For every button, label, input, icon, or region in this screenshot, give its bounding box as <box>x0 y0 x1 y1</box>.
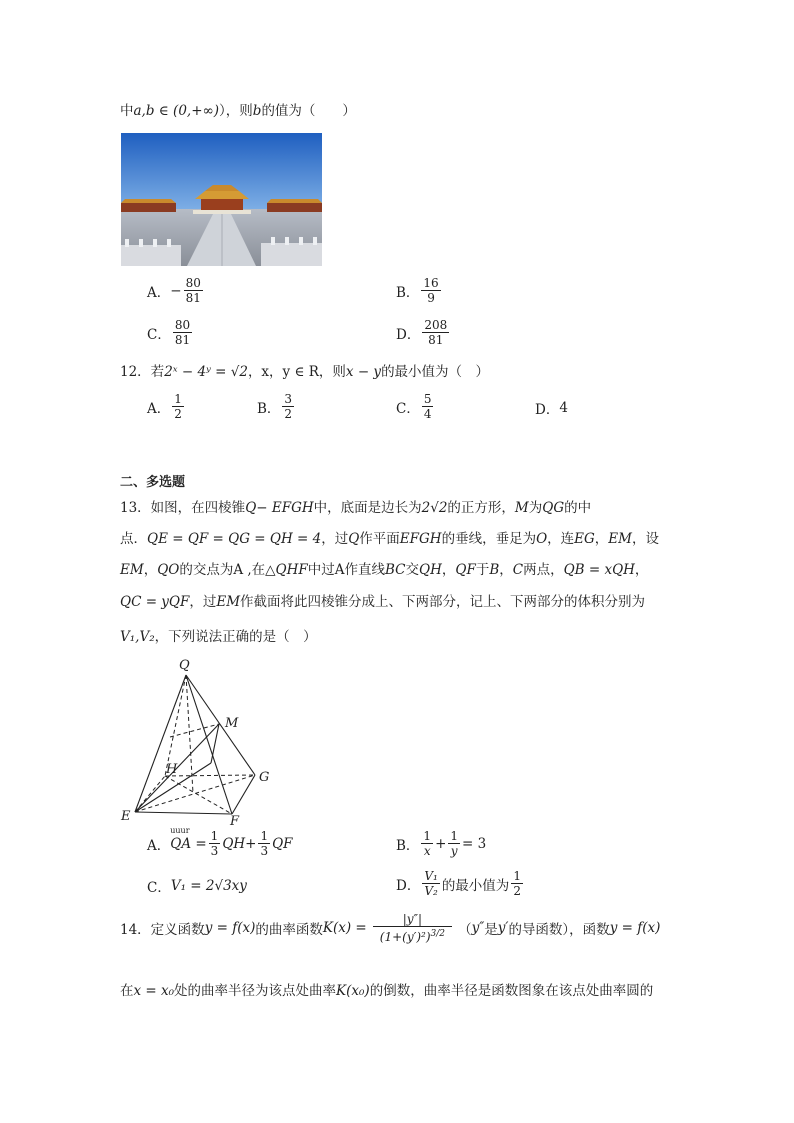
q13-option-a-f2d: 3 <box>260 844 269 858</box>
q13-l3e: △QHF <box>265 562 308 578</box>
q13-l3l: 于 <box>475 562 490 578</box>
q12-option-d-label: D． <box>535 402 560 418</box>
q13-option-b-f1d: x <box>423 844 431 858</box>
q13-l4d: 作截面将此四棱锥分成上、下两部分，记上、下两部分的体积分别为 <box>240 594 646 610</box>
q13-l3g: BC <box>385 562 406 578</box>
q14-line-2 <box>120 981 653 1001</box>
q13-option-b-label: B． <box>396 837 420 854</box>
q13-l1g: 为 <box>528 500 543 516</box>
q11-option-a[interactable] <box>147 276 205 305</box>
q13-l3b: ， <box>143 562 158 578</box>
label-H: H <box>166 762 178 777</box>
edge-EH <box>135 776 165 812</box>
q12-option-d-value: 4 <box>559 400 568 416</box>
q13-l4b: ，过 <box>189 594 217 610</box>
pyramid-diagram <box>115 655 285 825</box>
q12-equation: 2ˣ − 4ʸ = √2 <box>164 364 248 380</box>
q13-option-b-plus: + <box>435 835 447 852</box>
q13-option-a-frac2 <box>258 829 270 858</box>
q13-l2l: EM <box>608 531 632 547</box>
q13-l5b: ，下列说法正确的是（ ） <box>154 629 317 645</box>
q13-option-d[interactable] <box>396 869 525 898</box>
q12-option-b[interactable] <box>257 392 296 421</box>
q11-option-a-den: 81 <box>185 291 201 305</box>
q11-option-c-fraction <box>173 318 192 347</box>
q13-l3o: C <box>512 562 524 578</box>
q13-l2m: ，设 <box>631 531 659 547</box>
q13-l3c: QO <box>157 562 180 578</box>
q13-l2j: EG <box>574 531 595 547</box>
q13-l3q: QB = xQH <box>563 562 635 578</box>
edge-QF <box>186 675 232 814</box>
q12-option-b-fraction <box>282 392 294 421</box>
q13-option-c-label: C． <box>147 880 171 896</box>
q14-curv-den-base: (1+(y′)²) <box>379 930 431 944</box>
q12-option-c-num: 5 <box>423 392 432 406</box>
q11-option-b-den: 9 <box>427 291 435 305</box>
q13-l4c: EM <box>216 594 241 610</box>
q13-l1i: 的中 <box>564 500 592 516</box>
q12-option-a-num: 1 <box>174 392 182 406</box>
q12-option-a-fraction <box>172 392 184 421</box>
q11-option-c-num: 80 <box>174 318 191 332</box>
q11-option-b-label: B． <box>396 284 420 301</box>
q13-l3k: QF <box>455 562 476 578</box>
q13-option-b-frac2 <box>448 829 460 858</box>
q13-l1e: 的正方形， <box>447 500 515 516</box>
q12-option-d[interactable] <box>535 398 568 418</box>
q13-l2k: ， <box>594 531 609 547</box>
q13-l3i: QH <box>419 562 442 578</box>
q14-curvature-fraction <box>373 912 452 944</box>
q13-option-a-f2n: 1 <box>260 829 269 843</box>
q13-option-a-lhs: QA = <box>170 835 207 852</box>
q13-option-d-label: D． <box>396 877 421 894</box>
q13-l2e: 作平面 <box>359 531 400 547</box>
q13-option-a-f1d: 3 <box>210 844 219 858</box>
q12-option-c-den: 4 <box>423 407 432 421</box>
q11-option-b-fraction <box>421 276 440 305</box>
q12-expr: x − y <box>345 364 382 380</box>
q14-l1g: 是 <box>484 922 498 938</box>
q13-l1a: 13．如图，在四棱锥 <box>120 500 246 516</box>
label-Q: Q <box>179 658 190 673</box>
q14-line-1 <box>120 912 660 944</box>
q13-line-3 <box>120 560 648 580</box>
q13-option-c[interactable] <box>147 876 247 896</box>
pyramid-figure <box>115 655 285 825</box>
q14-l2d: K(x₀) <box>336 983 370 999</box>
q11-option-a-sign: − <box>170 282 182 299</box>
q13-line-5 <box>120 627 317 647</box>
q14-l1a: 14．定义函数 <box>120 922 205 938</box>
q13-l3j: ， <box>441 562 456 578</box>
q14-l1i: 的导函数），函数 <box>508 922 610 938</box>
edge-QG <box>186 675 255 775</box>
q13-l3h: 交 <box>405 562 420 578</box>
q13-option-b-f2n: 1 <box>450 829 459 843</box>
line-BM <box>170 724 219 737</box>
q12-option-c-fraction <box>422 392 434 421</box>
q13-option-a-f1n: 1 <box>210 829 219 843</box>
q11-option-a-label: A． <box>147 284 171 301</box>
q13-l2i: ，连 <box>547 531 575 547</box>
q13-l3r: ， <box>634 562 649 578</box>
q13-l1h: QG <box>542 500 565 516</box>
q11-option-d-den: 81 <box>428 333 444 347</box>
q13-l2f: EFGH <box>399 531 442 547</box>
q14-l2b: x = x₀ <box>133 983 175 999</box>
q13-option-d-ratio <box>422 869 439 898</box>
q13-l3a: EM <box>120 562 144 578</box>
q12-number: 12．若 <box>120 364 165 380</box>
q14-l2c: 处的曲率半径为该点处曲率 <box>174 983 337 999</box>
q13-option-a-label: A． <box>147 837 171 854</box>
q13-l1f: M <box>514 500 529 516</box>
q11-stem-var: b <box>252 103 262 119</box>
edge-EF <box>135 812 232 814</box>
q14-l1j: y = f(x) <box>609 920 661 936</box>
q14-l1b: y = f(x) <box>204 920 256 936</box>
q13-option-c-expr: V₁ = 2√3xy <box>170 878 247 894</box>
q13-option-b-f1n: 1 <box>423 829 432 843</box>
q13-l3m: B <box>489 562 500 578</box>
q11-option-a-num: 80 <box>185 276 201 290</box>
q11-option-d-fraction <box>422 318 449 347</box>
q13-option-b-frac1 <box>421 829 433 858</box>
q13-l2b: QE = QF = QG = QH = 4 <box>147 531 322 547</box>
q14-curv-den-exp: 3/2 <box>430 929 445 939</box>
q13-option-a-expr <box>170 825 207 852</box>
edge-QE <box>135 675 186 812</box>
q13-option-b-f2d: y <box>450 844 458 858</box>
q14-l1d: K(x) = <box>322 920 367 936</box>
q13-line-4 <box>120 592 645 612</box>
q13-option-d-text: 的最小值为 <box>441 877 510 894</box>
q13-option-d-num: V₁ <box>424 869 438 883</box>
vector-arrow-mark: uuur <box>170 825 190 835</box>
q14-l2a: 在 <box>120 983 134 999</box>
q11-option-c[interactable] <box>147 318 194 347</box>
q11-stem <box>120 101 356 121</box>
q13-option-a-v1: QH <box>222 835 246 852</box>
q11-stem-prefix: 中 <box>120 103 134 119</box>
q13-l2c: ，过 <box>321 531 349 547</box>
q13-option-d-vn: 1 <box>513 869 521 883</box>
q14-l2e: 的倒数，曲率半径是函数图象在该点处曲率圆的 <box>369 983 654 999</box>
q12-stem <box>120 362 489 382</box>
q14-l1e: （ <box>458 922 472 938</box>
q11-option-d-label: D． <box>396 326 421 343</box>
q13-option-d-den: V₂ <box>424 884 438 898</box>
edge-HG <box>165 775 255 776</box>
q12-option-b-label: B． <box>257 400 281 417</box>
q11-stem-math: a,b ∈ (0,+∞) <box>133 103 220 119</box>
q12-option-c-label: C． <box>396 400 420 417</box>
q14-curv-num: |y″| <box>373 912 452 927</box>
q11-stem-end: 的值为（ ） <box>261 103 356 119</box>
q13-l1d: 2√2 <box>421 500 448 516</box>
diag-HF <box>165 776 232 814</box>
q13-l3n: ， <box>499 562 513 578</box>
line-CM <box>211 724 219 763</box>
q13-option-d-value <box>511 869 523 898</box>
q13-l5a: V₁,V₂ <box>120 629 155 645</box>
q13-l2h: O <box>536 531 548 547</box>
q13-option-a-v2: QF <box>272 835 293 852</box>
q13-l3p: 两点， <box>523 562 564 578</box>
q13-l2d: Q <box>348 531 360 547</box>
section-heading: 二、多选题 <box>120 475 186 490</box>
q11-option-c-den: 81 <box>174 333 191 347</box>
q11-option-b[interactable] <box>396 276 443 305</box>
q14-l1h: y′ <box>497 920 509 936</box>
q11-option-a-fraction <box>184 276 203 305</box>
q13-l1c: 中，底面是边长为 <box>313 500 422 516</box>
edge-QH <box>165 675 186 776</box>
q13-option-b[interactable] <box>396 829 486 858</box>
q12-option-a[interactable] <box>147 392 186 421</box>
palace-photo-image <box>121 133 322 266</box>
q14-l1f: y″ <box>471 920 485 936</box>
q12-option-a-den: 2 <box>174 407 182 421</box>
q13-l4a: QC = yQF <box>120 594 190 610</box>
palace-photo <box>121 133 322 266</box>
q13-l1b: Q− EFGH <box>245 500 314 516</box>
q13-option-a[interactable] <box>147 825 293 858</box>
label-E: E <box>121 809 131 824</box>
q14-l1c: 的曲率函数 <box>255 922 323 938</box>
q11-option-c-label: C． <box>147 326 171 343</box>
q12-option-b-den: 2 <box>284 407 293 421</box>
q13-line-2 <box>120 529 659 549</box>
q13-option-a-frac1 <box>209 829 221 858</box>
label-M: M <box>225 716 239 731</box>
q13-l2g: 的垂线，垂足为 <box>441 531 537 547</box>
q14-curv-den <box>378 927 447 944</box>
q12-option-c[interactable] <box>396 392 435 421</box>
q13-option-a-plus: + <box>245 835 257 852</box>
q13-l3f: 中过A作直线 <box>307 562 386 578</box>
q12-option-b-num: 3 <box>284 392 293 406</box>
q12-option-a-label: A． <box>147 400 171 417</box>
q11-option-d[interactable] <box>396 318 451 347</box>
q11-stem-rest: ），则 <box>219 103 253 119</box>
label-F: F <box>230 814 240 825</box>
q13-option-b-rhs: = 3 <box>462 835 487 852</box>
q13-line-1 <box>120 498 591 518</box>
q13-l2a: 点． <box>120 531 147 547</box>
q11-option-b-num: 16 <box>423 276 439 290</box>
q12-mid: ，x，y ∈ R，则 <box>247 364 346 380</box>
q13-option-d-vd: 2 <box>513 884 521 898</box>
label-G: G <box>259 770 270 785</box>
q13-l3d: 的交点为A ,在 <box>179 562 266 578</box>
q12-end: 的最小值为（ ） <box>381 364 490 380</box>
q11-option-d-num: 208 <box>424 318 448 332</box>
